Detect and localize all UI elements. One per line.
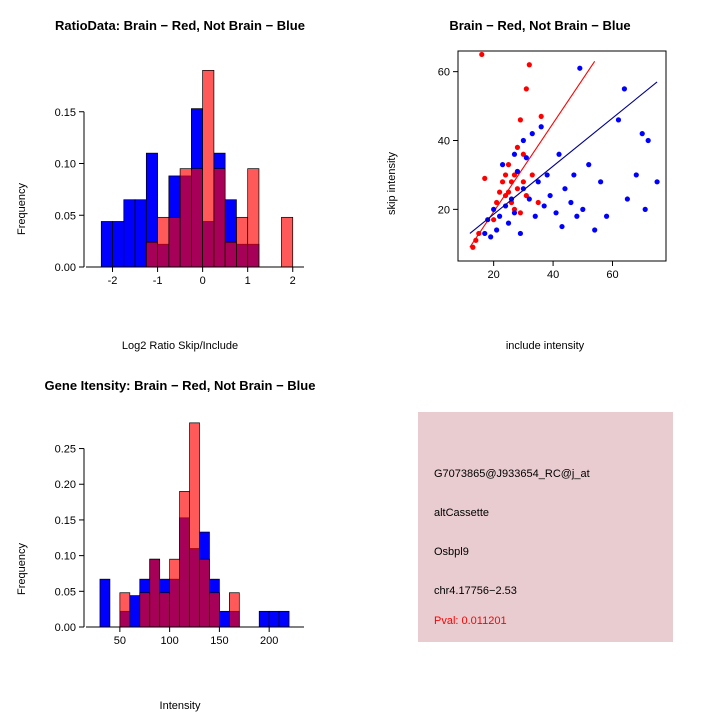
scatter-point: [491, 207, 496, 212]
scatter-point: [571, 172, 576, 177]
hist-bar: [135, 200, 146, 267]
hist-bar: [158, 217, 169, 267]
y-tick-label: 60: [437, 66, 450, 79]
scatter-point: [622, 86, 627, 91]
hist-bar: [199, 559, 209, 627]
panel2-plot-area: [420, 45, 670, 295]
panel1-plot-area: [50, 52, 310, 297]
scatter-point: [500, 162, 505, 167]
scatter-point: [580, 207, 585, 212]
hist-bar: [281, 217, 292, 267]
hist-bar: [160, 593, 170, 627]
scatter-point: [533, 214, 538, 219]
hist-bar: [214, 169, 225, 267]
x-tick-label: 60: [606, 269, 619, 281]
hist-bar: [130, 596, 140, 627]
panel1-svg: [50, 52, 310, 297]
x-tick-label: -2: [107, 275, 118, 287]
scatter-point: [527, 62, 532, 67]
hist-bar: [269, 611, 279, 627]
scatter-point: [625, 196, 630, 201]
hist-bar: [248, 169, 259, 267]
scatter-point: [574, 214, 579, 219]
gene-name-text: Osbpl9: [434, 546, 469, 558]
plot-frame: [458, 51, 666, 261]
scatter-point: [515, 145, 520, 150]
hist-bar: [219, 611, 229, 627]
hist-bar: [170, 559, 180, 627]
gene-info-panel: [360, 360, 720, 720]
hist-bar: [180, 169, 191, 267]
panel2-y-axis-label: skip intensity: [386, 152, 398, 215]
scatter-point: [518, 117, 523, 122]
scatter-point: [598, 179, 603, 184]
scatter-point: [604, 214, 609, 219]
y-tick-label: 0.20: [54, 479, 76, 492]
scatter-point: [494, 227, 499, 232]
scatter-point: [521, 138, 526, 143]
scatter-point: [646, 138, 651, 143]
panel1-title: RatioData: Brain − Red, Not Brain − Blue: [55, 18, 305, 33]
scatter-point: [482, 176, 487, 181]
panel2-title: Brain − Red, Not Brain − Blue: [449, 18, 631, 33]
panel1-x-axis-label: Log2 Ratio Skip/Include: [121, 340, 239, 352]
hist-bar: [236, 217, 247, 267]
scatter-point: [518, 210, 523, 215]
hist-bar: [101, 221, 112, 267]
panel1-y-axis-label: Frequency: [16, 183, 28, 235]
scatter-point: [577, 66, 582, 71]
panel2-svg: [420, 45, 670, 295]
scatter-point: [542, 203, 547, 208]
y-tick-label: 0.10: [54, 158, 76, 171]
hist-bar: [191, 169, 202, 267]
scatter-point: [592, 227, 597, 232]
regression-line: [470, 82, 657, 233]
hist-bar: [203, 70, 214, 267]
scatter-point: [556, 152, 561, 157]
hist-bar: [259, 611, 269, 627]
x-tick-label: 50: [113, 635, 126, 647]
scatter-point: [521, 179, 526, 184]
scatter-point: [643, 207, 648, 212]
scatter-point: [539, 124, 544, 129]
scatter-point: [503, 172, 508, 177]
probe-id-text: G7073865@J933654_RC@j_at: [434, 468, 590, 480]
y-tick-label: 0.00: [54, 262, 76, 274]
scatter-point: [562, 186, 567, 191]
hist-bar: [124, 200, 135, 267]
scatter-point: [548, 193, 553, 198]
scatter-point: [506, 162, 511, 167]
hist-bar: [140, 593, 150, 627]
hist-bar: [150, 559, 160, 627]
location-text: chr4.17756−2.53: [434, 585, 517, 597]
panel2-x-axis-label: include intensity: [505, 340, 585, 352]
scatter-point: [654, 179, 659, 184]
hist-bar: [169, 217, 180, 267]
scatter-point: [518, 231, 523, 236]
scatter-point: [512, 152, 517, 157]
scatter-point: [479, 52, 484, 57]
hist-bar: [146, 242, 157, 267]
hist-bar: [113, 221, 124, 267]
panel3-x-axis-label: Intensity: [159, 700, 201, 712]
ratio-histogram-panel: [0, 0, 360, 360]
intensity-scatter-panel: [360, 0, 720, 360]
scatter-point: [586, 162, 591, 167]
y-tick-label: 20: [437, 204, 450, 217]
scatter-point: [568, 200, 573, 205]
scatter-point: [515, 186, 520, 191]
x-tick-label: 2: [289, 275, 296, 287]
scatter-point: [497, 214, 502, 219]
panel3-y-axis-label: Frequency: [16, 543, 28, 595]
scatter-point: [640, 131, 645, 136]
scatter-point: [524, 86, 529, 91]
hist-bar: [225, 242, 236, 267]
x-tick-label: 20: [487, 269, 500, 281]
y-tick-label: 0.25: [54, 443, 76, 456]
pval-text: Pval: 0.011201: [434, 615, 507, 627]
hist-bar: [229, 593, 239, 627]
x-tick-label: 100: [160, 635, 179, 647]
y-tick-label: 0.10: [54, 550, 76, 563]
gene-intensity-histogram-panel: [0, 360, 360, 720]
hist-bar: [279, 611, 289, 627]
x-tick-label: 0: [199, 275, 206, 287]
scatter-point: [559, 224, 564, 229]
scatter-series-1: [470, 66, 660, 240]
hist-series-1: [146, 70, 292, 267]
scatter-point: [491, 217, 496, 222]
scatter-point: [500, 179, 505, 184]
hist-bar: [190, 423, 200, 627]
hist-bar: [209, 593, 219, 627]
event-type-text: altCassette: [434, 507, 490, 519]
scatter-point: [512, 210, 517, 215]
y-tick-label: 0.15: [54, 106, 76, 119]
y-tick-label: 0.05: [54, 586, 76, 599]
hist-bar: [100, 579, 110, 627]
scatter-point: [497, 190, 502, 195]
scatter-point: [530, 172, 535, 177]
hist-bar: [180, 491, 190, 627]
x-tick-label: 150: [210, 635, 229, 647]
scatter-point: [634, 172, 639, 177]
scatter-point: [536, 200, 541, 205]
hist-bar: [120, 593, 130, 627]
y-tick-label: 0.05: [54, 210, 76, 223]
scatter-point: [616, 117, 621, 122]
panel3-svg: [50, 412, 310, 657]
scatter-point: [553, 210, 558, 215]
scatter-point: [527, 196, 532, 201]
x-tick-label: 1: [244, 275, 251, 287]
x-tick-label: 200: [259, 635, 279, 647]
panel3-title: Gene Itensity: Brain − Red, Not Brain − Blue: [44, 378, 316, 393]
x-tick-label: -1: [152, 275, 163, 287]
y-tick-label: 0.15: [54, 514, 76, 527]
scatter-point: [539, 114, 544, 119]
scatter-point: [530, 131, 535, 136]
scatter-point: [515, 169, 520, 174]
scatter-point: [482, 231, 487, 236]
gene-info-box: [418, 412, 673, 642]
y-tick-label: 40: [437, 135, 450, 148]
scatter-point: [524, 155, 529, 160]
y-tick-label: 0.00: [54, 622, 76, 634]
x-tick-label: 40: [546, 269, 560, 281]
scatter-point: [488, 234, 493, 239]
panel3-plot-area: [50, 412, 310, 657]
scatter-point: [506, 221, 511, 226]
